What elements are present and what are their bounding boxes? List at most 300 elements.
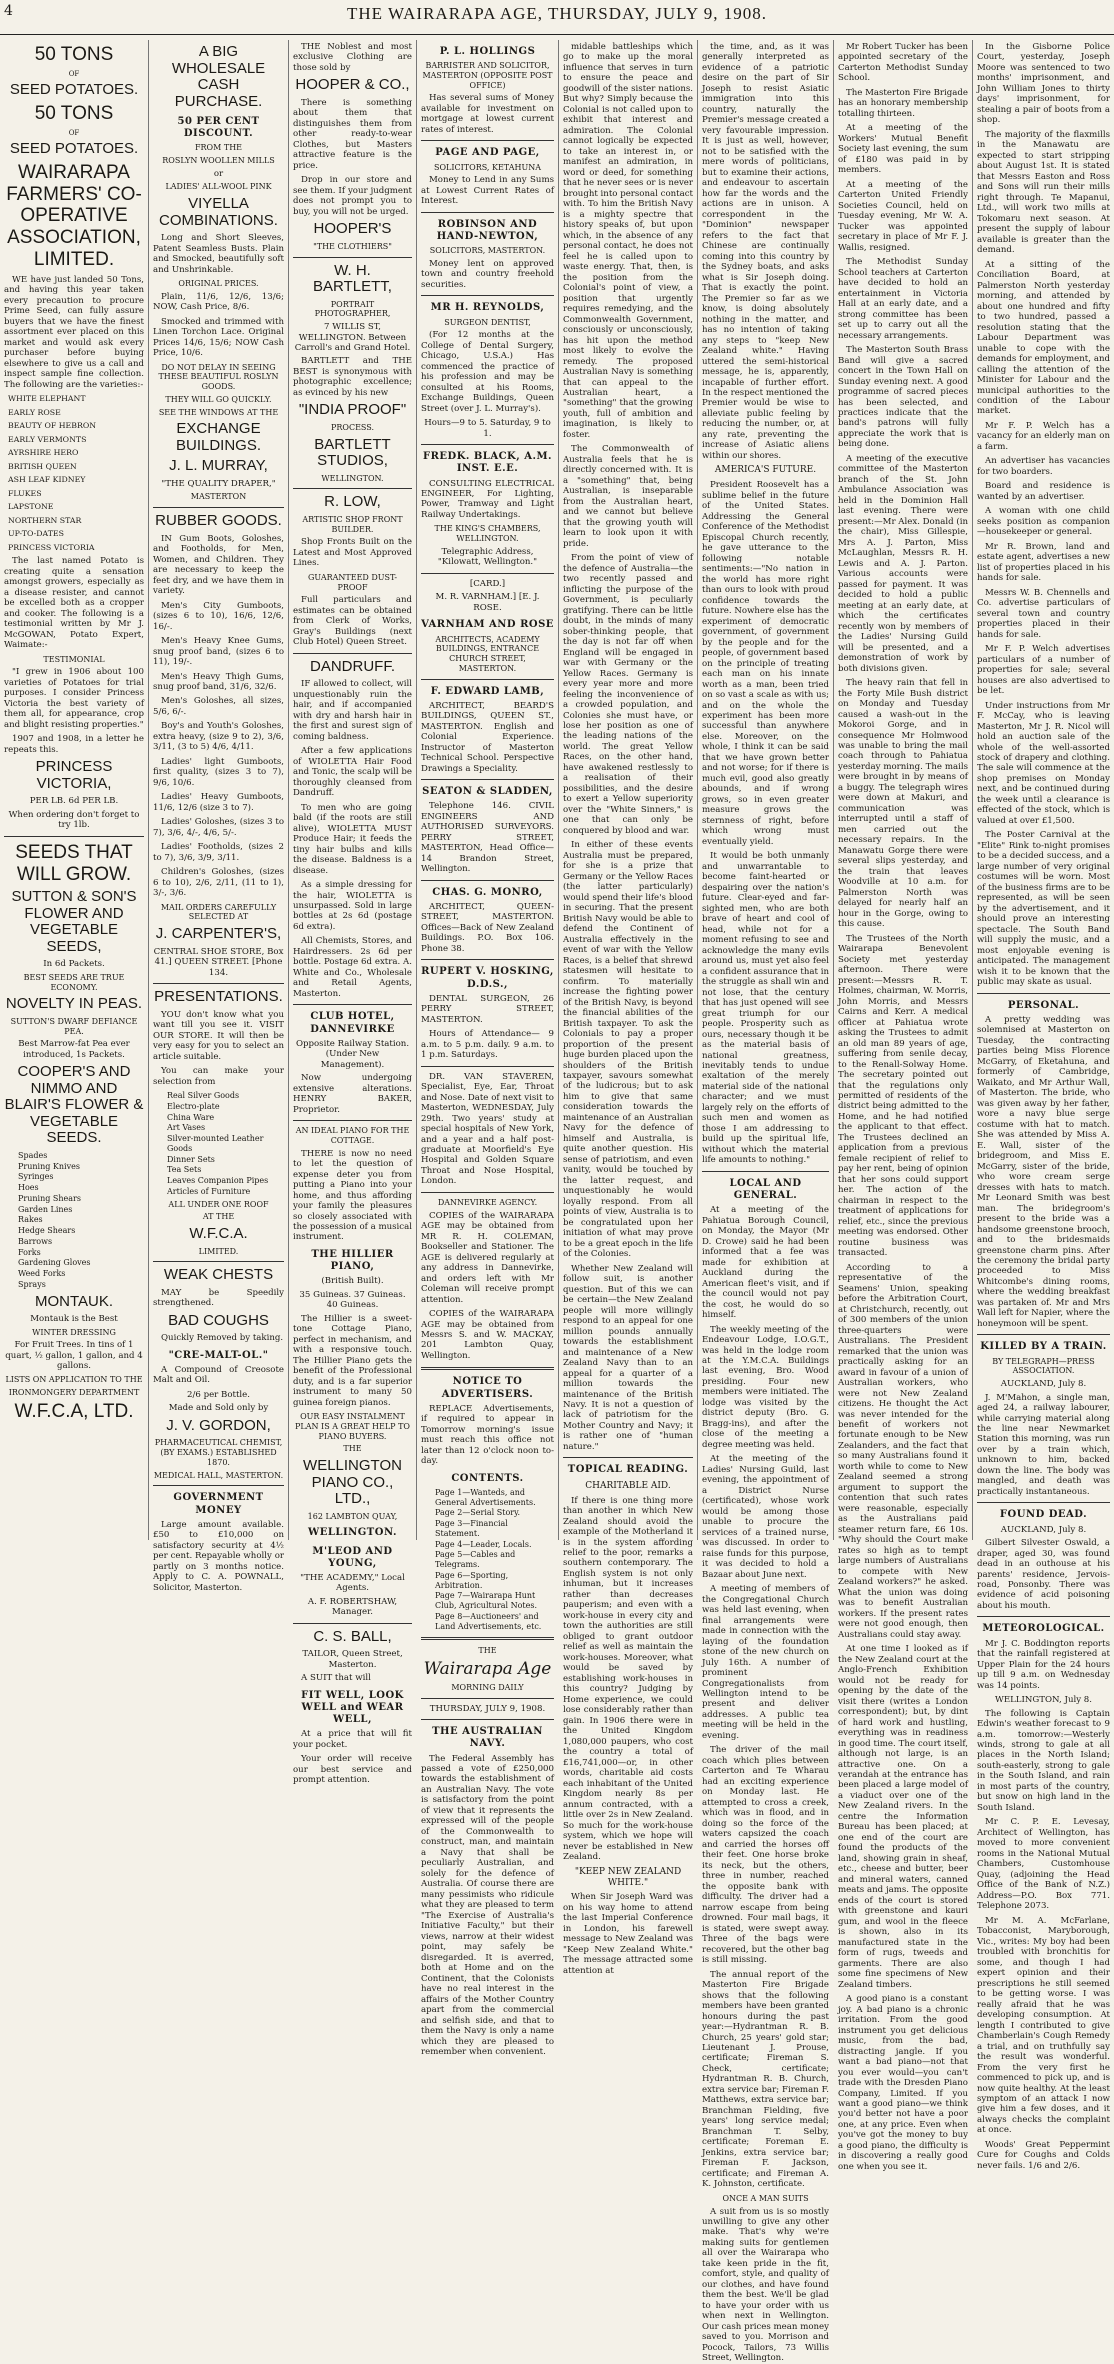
- section-heading: THE AUSTRALIAN NAVY.: [432, 1726, 543, 1750]
- ad-sub: LADIES' ALL-WOOL PINK: [165, 182, 272, 192]
- list-item: Page 3—Financial Statement.: [435, 1519, 508, 1538]
- ad-text: At a price that will fit your pocket.: [293, 1729, 412, 1750]
- article-text: Mr R. Brown, land and estate agent, advertises a new list of properties placed in his hands for sale.: [977, 541, 1110, 584]
- divider: [421, 444, 554, 445]
- divider: [421, 880, 554, 881]
- list-item: NORTHERN STAR: [8, 515, 82, 525]
- article-text: A suit from us is so mostly unwilling to give any other make. That's why we're making suits for gentlemen all over the Wairarapa who take keen pride in the fit, comfort, style, and quality of our clothes, and have found them the best. We'll be glad to have your order with us when next in Wellington. Our cash prices mean money saved to you. Morrison and Pocock, Tailors, 73 Willis Street, Wellington.: [702, 2206, 829, 2364]
- ad-sub: OUR EASY INSTALMENT PLAN IS A GREAT HELP TO PIANO BUYERS.: [295, 1412, 410, 1441]
- article-text: It would be both unmanly and unwarrantable to become faint-hearted or despairing over the nation's future. Clear-eyed and far-sighted men, who are both brave of heart and cool of head, while not for a moment refusing to see and acknowledge the many evils around us, must yet also feel a confident assurance that in the struggle as shall win and not lose, that the century that has just opened will see great triumph for our people. Prosperity such as ours, necessary though it be as the material basis of national greatness, inevitably tends to undue exaltation of the merely material side of the national character; and we must largely rely on the efforts of such men and women as those I am addressing to build up the spiritual life, without which the material life amounts to nothing.": [702, 851, 829, 1166]
- ad-sub: WELLINGTON.: [321, 473, 384, 483]
- divider: [421, 1367, 554, 1370]
- ad-heading: HOOPER & CO.,: [295, 76, 410, 94]
- ad-text: MAY be Speedily strengthened.: [153, 1287, 284, 1309]
- divider: [293, 1120, 412, 1121]
- ad-sub: VARNHAM AND ROSE: [421, 619, 554, 631]
- ad-text: CENTRAL SHOE STORE, Box 41.] QUEEN STREET. [Phone 134.: [153, 946, 284, 978]
- list-item: Real Silver Goods: [167, 1091, 240, 1101]
- article-text: At a sitting of the Conciliation Board, at Palmerston North yesterday morning, and attended by about one hundred and fifty to two hundred, passed a resolution stating that the Labour Department was unable to cope with the demands for employment, and calling the attention of the Minister for Labour and the municipal authorities to the condition of the Labour market.: [977, 259, 1110, 417]
- divider: [977, 1616, 1110, 1617]
- article-text: The Commonwealth of Australia feels that he is directly concerned with. It is a "something" that, being Australian, is inseparable from the Australian heart, and we cannot but believe that the growing youth will learn to look upon it with pride.: [563, 444, 693, 549]
- divider: [421, 779, 554, 780]
- ad-heading: MONTAUK.: [34, 1292, 114, 1310]
- list-item: FLUKES: [8, 488, 42, 498]
- ad-heading: W.F.C.A, LTD.: [14, 1401, 134, 1423]
- section-heading: METEOROLOGICAL.: [982, 1623, 1105, 1635]
- ad-heading: RUBBER GOODS.: [155, 512, 282, 530]
- ad-sub: PAGE AND PAGE,: [435, 147, 540, 159]
- ad-heading: C. S. BALL,: [313, 1627, 392, 1645]
- ad-heading: J. L. MURRAY,: [169, 457, 268, 475]
- article-text: The Poster Carnival at the "Elite" Rink to-night promises to be a decided success, and a large number of very original costumes will be worn. Most of the business firms are to be represented, as will be seen by the advertisement, and it should prove an interesting spectacle. The South Band will supply the music, and a most enjoyable evening is anticipated. The management wish it to be known that the public may skate as usual.: [977, 830, 1110, 988]
- article-text: According to a representative of the Seamens' Union, speaking before the Arbitration Court, at Christchurch, recently, out of 300 members of the union three-quarters were Australians. The President remarked that the union was practically asking for an award in favour of a union of Australian workers, who were not New Zealand citizens. He thought the Act was never intended for the benefit of workers not fortunate enough to be New Zealanders, and the fact that so many Australians found it worth while to come to New Zealand seemed a strong argument to support the contention that such rates were reasonable, especially as the Australians paid steamer return fare, £6 10s. "Why should the Court make rates so high as to tempt large numbers of Australians to compete with New Zealand workers?" he asked. What the union was doing was to benefit Australian workers. If the present rates were not good enough, then Australians could stay away.: [838, 1262, 968, 1640]
- ad-sub: PORTRAIT PHOTOGRAPHER,: [314, 299, 391, 319]
- article-text: At a meeting of the Carterton United Friendly Societies Council, held on Tuesday evening, Mr W. A. Tucker was appointed secretary in place of Mr F. J. Wallis, resigned.: [838, 179, 968, 253]
- ad-text: REPLACE Advertisements, if required to appear in Tomorrow morning's issue must reach this office not later than 12 o'clock noon to-day.: [421, 1403, 554, 1467]
- ad-sub: 50 PER CENT DISCOUNT.: [177, 116, 260, 140]
- ad-text: Long and Short Sleeves, Patent Seamless Busts. Plain and Smocked, beautifully soft and Unshrinkable.: [153, 233, 284, 275]
- ad-heading: J. V. GORDON,: [166, 1416, 271, 1434]
- dateline: AUCKLAND, July 8.: [1000, 1524, 1087, 1535]
- column-4: [416, 40, 558, 2058]
- list-item: EARLY ROSE: [8, 407, 61, 417]
- divider: [702, 1171, 829, 1172]
- list-item: Sprays: [18, 1279, 46, 1289]
- divider: [153, 507, 284, 508]
- ad-text: Best Marrow-fat Pea ever introduced, 1s Packets.: [18, 1039, 130, 1060]
- ad-text: ARCHITECT, BEARD'S BUILDINGS, QUEEN ST., MASTERTON. English and Colonial Experience. Instructor of Masterton Technical School. Perspective Drawings a Speciality.: [421, 700, 554, 774]
- ad-text: Ladies' Goloshes, (sizes 3 to 7), 3/6, 4/-, 4/6, 5/-.: [153, 817, 284, 838]
- article-text: The annual report of the Masterton Fire Brigade shows that the following members have been granted honours during the past year:—Hydrantman R. B. Church, 25 years' gold star; Lieutenant J. Prouse, certificate; Fireman S. Check, certificate; Hydrantman R. B. Church, extra service bar; Fireman F. Matthews, extra service bar; Branchman Fielding, five years' long service medal; Branchman T. Selby, certificate; Foreman E. Jenkins, extra service bar; Fireman F. Jackson, certificate; and Fireman A. K. Johnston, certificate.: [702, 1969, 829, 2190]
- article-text: At the meeting of the Ladies' Nursing Guild, last evening, the appointment of a District Nurse (certificated), whose work would be among those unable to procure the services of a trained nurse, was discussed. In order to raise funds for this purpose, it was decided to hold a Bazaar about June next.: [702, 1454, 829, 1580]
- list-item: AYRSHIRE HERO: [8, 448, 79, 458]
- article-text: Board and residence is wanted by an advertiser.: [977, 481, 1110, 502]
- ad-text: Men's Heavy Knee Gums, snug proof band, (sizes 6 to 11), 19/-.: [153, 636, 284, 668]
- ad-text: There is something about them that distinguishes them from other ready-to-wear Clothes, but Masters attractive feature is the price.: [293, 97, 412, 171]
- ad-sub: DANNEVIRKE AGENCY.: [437, 1197, 538, 1207]
- ad-sub: F. EDWARD LAMB,: [430, 685, 545, 697]
- divider: [153, 1485, 284, 1486]
- article-text: From the point of view of the defence of Australia—the two recently passed and inflicting the purpose of the Government, is peculiarly gratifying. There can be little doubt, in the minds of many sober-thinking people, that the day is not far off when England will be engaged in war with Germany or the Yellow Races. Germany is every year more and more feeling the inconvenience of a crowded population, and Colonies she must have, or lose her position as one of the leading nations of the world. The great Yellow Races, on the other hand, have awakened restlessly to a realisation of their possibilities, and the desire to exert a Yellow superiority over the "White Sinners," is one that can only be conquered by blood and war.: [563, 553, 693, 836]
- ad-sub: SURGEON DENTIST,: [444, 317, 531, 327]
- list-item: LAPSTONE: [8, 502, 54, 512]
- ad-text: Your order will receive our best service and prompt attention.: [293, 1754, 412, 1786]
- article-text: The Methodist Sunday School teachers at Carterton have decided to hold an entertainment in Victoria Hall at an early date, and a strong committee has been set up to carry out all the necessary arrangements.: [838, 257, 968, 341]
- ad-text: COPIES of the WAIRARAPA AGE may be obtained from Messrs S. and W. MACKAY, 201 Lambton Quay, Wellington.: [421, 1309, 554, 1361]
- section-heading: NOTICE TO ADVERTISERS.: [441, 1376, 534, 1400]
- article-text: A good piano is a constant joy. A bad piano is a chronic irritation. From the good instrument you get delicious music, from the bad, distracting jangle. If you want a bad piano—not that you ever would—you can't trade with the Dresden Piano Company, Limited. If you want a good piano—we think you'd better not have a poor one, at any price. Even when you've got the money to buy a good piano, the difficulty is in discovering a really good one when you see it.: [838, 1994, 968, 2172]
- ad-text: Hours—9 to 5. Saturday, 9 to 1.: [424, 418, 551, 439]
- ad-text: All Chemists, Stores, and Hairdressers. 2s 6d per bottle. Postage 6d extra. A. White and Co., Wholesale and Retail Agents, Masterton.: [293, 936, 412, 999]
- list-item: UP-TO-DATES: [8, 529, 64, 539]
- column-3: [288, 40, 416, 1786]
- ad-heading: SEED POTATOES.: [9, 140, 139, 158]
- ad-text: BARTLETT and THE BEST is synonymous with photographic excellence; as evinced by his new: [293, 356, 412, 398]
- ad-heading: A BIG WHOLESALE CASH PURCHASE.: [171, 43, 266, 110]
- ad-sub: OF: [68, 69, 80, 78]
- page-number: 4: [4, 3, 13, 19]
- section-heading: FOUND DEAD.: [999, 1509, 1088, 1521]
- list-item: EARLY VERMONTS: [8, 434, 87, 444]
- ad-heading: R. LOW,: [324, 493, 381, 511]
- ad-sub: LISTS ON APPLICATION TO THE: [5, 1374, 143, 1384]
- ad-heading: PRINCESS VICTORIA,: [35, 758, 113, 792]
- divider: [293, 1004, 412, 1005]
- ad-sub: MORNING DAILY: [451, 1682, 524, 1692]
- ad-text: Has several sums of Money available for investment on mortgage at lowest current rates of interest.: [421, 93, 554, 135]
- dateline: AUCKLAND, July 8.: [1000, 1379, 1087, 1390]
- column-7: [833, 40, 972, 2172]
- list-item: Page 4—Leader, Locals.: [435, 1539, 532, 1549]
- price-line: PER LB. 6d PER LB.: [29, 796, 119, 807]
- divider: [421, 140, 554, 141]
- ad-text: In 6d Packets.: [43, 959, 105, 970]
- ad-heading: J. CARPENTER'S,: [155, 925, 282, 943]
- list-item: WHITE ELEPHANT: [8, 394, 86, 404]
- ad-heading: "INDIA PROOF": [298, 401, 407, 419]
- tools-list: [4, 1151, 144, 1290]
- ad-heading: COOPER'S AND NIMMO AND BLAIR'S FLOWER & VEGETABLE SEEDS.: [4, 1063, 144, 1147]
- ad-sub: MEDICAL HALL, MASTERTON.: [153, 1470, 284, 1480]
- ad-sub: THEY WILL GO QUICKLY.: [165, 394, 272, 404]
- ad-text: (British Built).: [321, 1276, 384, 1287]
- ad-sub: "CRE-MALT-OL.": [168, 1349, 269, 1361]
- list-item: Barrows: [18, 1236, 53, 1246]
- ad-sub: 162 LAMBTON QUAY,: [307, 1511, 398, 1521]
- list-item: Page 2—Serial Story.: [435, 1508, 521, 1518]
- ad-heading: BAD COUGHS: [168, 1311, 269, 1329]
- list-item: China Ware: [167, 1112, 215, 1122]
- ad-sub: FIT WELL, LOOK WELL and WEAR WELL,: [301, 1689, 404, 1726]
- section-heading: KILLED BY A TRAIN.: [980, 1341, 1107, 1353]
- ad-text: Telephone 146. CIVIL ENGINEERS AND AUTHORISED SURVEYORS. PERRY STREET, MASTERTON, Head Office— 14 Brandon Street, Wellington.: [421, 801, 554, 875]
- divider: [293, 488, 412, 489]
- article-text: At one time I looked as if the New Zealand court at the Anglo-French Exhibition would not be ready for opening by the date of the visit there (writes a London correspondent); but, by dint of hard work and hustling, everything was in readiness in good time. The court itself, although not large, is an attractive one. On a verandah at the entrance has been placed a large model of a viaduct over one of the New Zealand rivers. In the centre the Information Bureau has been placed; at one end of the court are found the products of the land, showing grain in sheaf, etc., cheese and butter, beer and mineral waters, canned meats and jams. The opposite ends of the court is stored with greenstone and kauri gum, and wool in the fleece is shown, also in its manufactured state in the form of rugs, tweeds and garments. There are also some fine specimens of New Zealand timbers.: [838, 1644, 968, 1990]
- list-item: Page 1—Wanteds, and General Advertisements.: [435, 1487, 536, 1507]
- ad-sub: DO NOT DELAY IN SEEING THESE BEAUTIFUL ROSLYN GOODS.: [158, 362, 279, 392]
- ad-text: COPIES of the WAIRARAPA AGE may be obtained from MR R. H. COLEMAN, Bookseller and Stationer. The AGE is delivered regularly at any address in Dannevirke, and orders left with Mr Coleman will receive prompt attention.: [421, 1210, 554, 1305]
- divider: [293, 653, 412, 654]
- ad-text: A Compound of Creosote Malt and Oil.: [153, 1364, 284, 1386]
- article-text: The Federal Assembly has passed a vote of £250,000 towards the establishment of an Australian Navy. The vote is satisfactory from the point of view that it represents the expressed will of the people of the Commonwealth to construct, man, and maintain a Navy that shall be peculiarly Australian, and solely for the defence of Australia. Of course there are many pessimists who ridicule what they are pleased to term "The Exercise of Australia's Initiative Faculty," but their views, narrow at their widest point, may safely be disregarded. It is averred, both at Home and on the Continent, that the Colonists have no real interest in the affairs of the Mother Country apart from the commercial and selfish side, and that to them the Navy is only a name which they are pleased to remember when convenient.: [421, 1753, 554, 2058]
- article-text: The driver of the mail coach which plies between Carterton and Te Wharau had an exciting experience on Monday last. He attempted to cross a creek, which was in flood, and in doing so the force of the waters capsized the coach and carried the horses off their feet. One horse broke its neck, but the others, three in number, reached the opposite bank with difficulty. The driver had a narrow escape from being drowned. Four mail bags, it is stated, were swept away. Three of the bags were recovered, but the other bag is still missing.: [702, 1745, 829, 1966]
- article-text: A pretty wedding was solemnised at Masterton on Tuesday, the contracting parties being Miss Florence McGarry, of Eketahuna, and formerly of Cambridge, Waikato, and Mr Arthur Wall, of Masterton. The bride, who was given away by her father, wore a navy blue serge costume with hat to match. She was attended by Miss A. E. Wall, sister of the bridegroom, and Miss E. McGarry, sister of the bride, who wore cream serge dresses with hats to match. Mr Leonard Smith was best man. The bridegroom's present to the bride was a handsome greenstone brooch, and to the bridesmaids greenstone charm pins. After the ceremony the bridal party proceeded to Miss Whitcombe's dining rooms, where the wedding breakfast was partaken of. Mr and Mrs Wall left for Napier, where the honeymoon will be spent.: [977, 1014, 1110, 1329]
- divider: [421, 1066, 554, 1067]
- article-text: The following is Captain Edwin's weather forecast to 9 a.m. tomorrow:—Westerly winds, strong to gale at all places in the North Island; south-easterly, strong to gale in the South Island, and rain in most parts of the country, but snow on high land in the South Island.: [977, 1708, 1110, 1813]
- ad-sub: MAIL ORDERS CAREFULLY SELECTED AT: [160, 902, 277, 922]
- article-text: A meeting of the executive committee of the Masterton branch of the St. John Ambulance Association was held in the Dominion Hall last evening. There were present:—Mr Alex. Donald (in the chair), Miss Gillespie, Mrs A. J. Parton, Miss McLaughlan, Messrs R. H. Lewis and A. J. Parton. Various accounts were passed for payment. It was decided to hold a public meeting at an early date, at which the certificates recently won by members of the Ladies' Nursing Guild will be presented, and a demonstration of work by both divisions given.: [838, 453, 968, 674]
- article-text: A woman with one child seeks position as companion—housekeeper or general.: [977, 506, 1110, 538]
- ad-text: THERE is now no need to let the question of expense deter you from putting a Piano into your home, and thus affording your family the pleasures so closely associated with the possession of a musical instrument.: [293, 1148, 412, 1243]
- ad-text: Plain, 11/6, 12/6, 13/6; NOW, Cash Price, 8/6.: [153, 291, 284, 313]
- article-text: The Masterton South Brass Band will give a sacred concert in the Town Hall on Sunday evening next. A good programme of sacred pieces has been selected, and practices indicate that the band's patrons will fully appreciate the work that is being done.: [838, 345, 968, 450]
- list-item: Page 8—Auctioneers' and Land Advertisements, etc.: [435, 1611, 542, 1631]
- ad-sub: RUPERT V. HOSKING, D.D.S.,: [421, 966, 554, 990]
- ad-sub: AN IDEAL PIANO FOR THE COTTAGE.: [295, 1126, 410, 1145]
- article-text: Mr F. P. Welch has a vacancy for an elderly man on a farm.: [977, 420, 1110, 452]
- article-text: Under instructions from Mr F. McCay, who is leaving Masterton, Mr J. R. Nicol will hold an auction sale of the whole of the well-assorted stock of drapery and clothing. The sale will commence at the shop premises on Monday next, and be continued during the week until a clearance is effected of the stock, which is valued at over £1,500.: [977, 700, 1110, 826]
- ad-text: Telegraphic Address, "Kilowatt, Wellington.": [437, 546, 538, 568]
- list-item: Art Vases: [167, 1123, 206, 1133]
- ad-text: IN Gum Boots, Goloshes, and Footholds, for Men, Women, and Children. They are necessary to keep the feet dry, and we have them in variety.: [153, 533, 284, 597]
- ad-heading: WAIRARAPA FARMERS' CO-OPERATIVE ASSOCIATION, LIMITED.: [6, 161, 142, 271]
- ad-text: Ladies' light Gumboots, first quality, (sizes 3 to 7), 9/6, 10/6.: [153, 756, 284, 788]
- list-item: Hedge Shears: [18, 1226, 76, 1236]
- ad-sub: TESTIMONIAL: [43, 654, 105, 664]
- ad-text: 1907 and 1908, in a letter he repeats this.: [4, 734, 144, 755]
- ad-sub: ARCHITECTS, ACADEMY BUILDINGS, ENTRANCE CHURCH STREET, MASTERTON.: [435, 634, 540, 673]
- ad-sub: SUTTON'S DWARF DEFIANCE PEA.: [10, 1016, 138, 1036]
- list-item: Page 5—Cables and Telegrams.: [435, 1550, 516, 1570]
- ad-text: To men who are going bald (if the roots are still alive), WIOLETTA MUST Produce Hair; it feeds the tiny hair bulbs and kills the disease. Baldness is a disease.: [293, 802, 412, 876]
- ad-text: DR. VAN STAVEREN, Specialist, Eye, Ear, Throat and Nose. Date of next visit to Masterton, WEDNESDAY, July 29th. Two years' study at special hospitals of New York, and a year and a half post-graduate at Moorfield's Eye Hospital and Golden Square Throat and Nose Hospital, London.: [421, 1071, 554, 1187]
- list-item: Weed Forks: [18, 1269, 66, 1279]
- article-text: A meeting of members of the Congregational Church was held last evening, when final arrangements were made in connection with the laying of the foundation stone of the new church on July 16th. A number of prominent Congregationalists from Wellington intend to be present and deliver addresses. A public tea meeting will be held in the evening.: [702, 1584, 829, 1741]
- divider: [153, 1261, 284, 1262]
- ad-sub: CHAS. G. MONRO,: [432, 886, 543, 898]
- ad-text: Drop in our store and see them. If your judgment does not prompt you to buy, you will not be urged.: [293, 175, 412, 217]
- list-item: Forks: [18, 1247, 41, 1257]
- ad-sub: WELLINGTON.: [308, 1527, 397, 1539]
- ad-sub: THE: [478, 1646, 497, 1656]
- ad-text: M. R. VARNHAM.] [E. J. ROSE.: [435, 592, 540, 613]
- ad-text: "THE QUALITY DRAPER,": [161, 478, 276, 489]
- ad-text: Full particulars and estimates can be obtained from Clerk of Works, Gray's Buildings (next Club Hotel) Queen Street.: [293, 595, 412, 648]
- list-item: BRITISH QUEEN: [8, 461, 77, 471]
- column-2: [148, 40, 288, 1593]
- ad-text: A. F. ROBERTSHAW, Manager.: [307, 1596, 398, 1618]
- ad-sub: SOLICITORS, MASTERTON.: [429, 246, 546, 256]
- ad-sub: SEE THE WINDOWS AT THE: [158, 407, 279, 417]
- list-item: Electro-plate: [167, 1101, 220, 1111]
- ad-sub: THE: [343, 1444, 362, 1454]
- page-header: [0, 0, 1114, 35]
- ad-text: 7 WILLIS ST, WELLINGTON. Between Carroll's and Grand Hotel.: [294, 322, 411, 353]
- ad-text: TAILOR, Queen Street, Masterton.: [302, 1649, 403, 1670]
- divider: [4, 836, 144, 837]
- divider: [421, 959, 554, 960]
- section-subheading: "KEEP NEW ZEALAND WHITE.": [574, 1866, 682, 1888]
- article-text: An advertiser has vacancies for two boarders.: [977, 456, 1110, 477]
- ad-text: "I grew in 1906 about 100 varieties of Potatoes for trial purposes. I consider Princess Victoria the best variety of them all, for appearance, crop and blight resisting properties.": [4, 667, 144, 730]
- article-text: President Roosevelt has a sublime belief in the future of the United States. Addressing the General Conference of the Methodist Episcopal Church recently, he gave utterance to the following notable sentiments:—"No nation in the world has more right than ours to look with proud confidence towards the future. Nowhere else has the experiment of democratic government, of government by the people and for the people, of government based on the principle of treating each man on his innate worth as a man, been tried on so vast a scale as with us; and on the whole the experiment has been more successful than anywhere else. Moreover, on the whole, I think it can be said that we have grown better and not worse; for if there is much evil, good also greatly abounds, and if wrong grows, so in even greater measure grows the sternness of right, before which wrong must eventually yield.: [702, 480, 829, 847]
- section-heading: LOCAL AND GENERAL.: [729, 1177, 802, 1202]
- ad-sub: SEATON & SLADDEN,: [422, 786, 553, 798]
- ad-heading: 50 TONS: [34, 44, 114, 65]
- list-item: Page 6—Sporting, Arbitration.: [435, 1570, 509, 1590]
- list-item: Syringes: [18, 1172, 54, 1182]
- ad-sub: AT THE: [202, 1212, 235, 1222]
- ad-heading: SEEDS THAT WILL GROW.: [15, 841, 133, 885]
- article-text: The Masterton Fire Brigade has an honorary membership totalling thirteen.: [838, 87, 968, 119]
- dateline: WELLINGTON, July 8.: [994, 1695, 1093, 1706]
- column-6: [697, 40, 833, 2364]
- ad-text: For Fruit Trees. In tins of 1 quart, ½ gallon, 1 gallon, and 4 gallons.: [5, 1340, 143, 1372]
- newspaper-nameplate: Wairarapa Age: [423, 1659, 552, 1680]
- divider: [421, 573, 554, 574]
- list-item: PRINCESS VICTORIA: [8, 542, 95, 552]
- section-subheading: CHARITABLE AID.: [585, 1480, 671, 1491]
- ad-sub: IRONMONGERY DEPARTMENT: [8, 1387, 140, 1397]
- article-text: The majority of the flaxmills in the Manawatu are expected to start stripping about August 1st. It is stated that Messrs Easton and Ross and Sons will run their mills right through. Te Mapanui, Ltd., will work two mills at Tokomaru next season. At present the supply of labour available is greater than the demand.: [977, 129, 1110, 256]
- ad-text: Hours of Attendance— 9 a.m. to 5 p.m. daily. 9 a.m. to 1 p.m. Saturdays.: [421, 1029, 554, 1061]
- article-text: Mr Robert Tucker has been appointed secretary of the Carterton Methodist Sunday School.: [838, 42, 968, 84]
- article-text: The Trustees of the North Wairarapa Benevolent Society met yesterday afternoon. There were present:—Messrs R. T. Holmes, chairman, W. Morris, John Morris, and Messrs Cairns and Kerr. A medical officer at Pahiatua wrote asking the Trustees to admit an old man 89 years of age, suffering from senile decay, to the Renall-Solway Home. The secretary pointed out that the regulations only permitted of residents of the district being admitted to the Home, and he had notified the applicant to that effect. The Trustees declined an application from a previous female recipient of relief to pay her rent, being of opinion that her sons could support her. The action of the chairman in respect to the treatment of applications for relief, etc., since the previous meeting was endorsed. Other routine business was transacted.: [838, 933, 968, 1259]
- contents-list: [421, 1488, 554, 1632]
- article-text: Whether New Zealand will follow suit, is another question. But of this we can be certain—the New Zealand people will more willingly respond to an appeal for one million pounds annually towards the establishment and maintenance of a New Zealand Navy than to an appeal for a quarter of a million towards the maintenance of the British Navy. It is not a question of lack of patriotism for the Mother Country and Navy; it is rather one of "human nature.": [563, 1263, 693, 1452]
- section-heading: TOPICAL READING.: [567, 1464, 689, 1476]
- ad-text: Made and Sold only by: [168, 1403, 269, 1414]
- ad-text: (For 12 months at the College of Dental Surgery, Chicago, U.S.A.) Has commenced the practice of his profession and may be consulted at his Rooms, Exchange Buildings, Queen Street (over J. L. Murray's).: [421, 330, 554, 414]
- article-text: Mr F. P. Welch advertises particulars of a number of properties for sale; several houses are also advertised to be let.: [977, 644, 1110, 697]
- ad-sub: LIMITED.: [198, 1246, 239, 1256]
- ad-text: After a few applications of WIOLETTA Hair Food and Tonic, the scalp will be thoroughly cleansed from Dandruff.: [293, 746, 412, 799]
- ad-text: Men's Goloshes, all sizes, 5/6, 6/-.: [153, 696, 284, 717]
- ad-sub: ARTISTIC SHOP FRONT BUILDER.: [302, 514, 403, 534]
- divider: [421, 1698, 554, 1699]
- divider: [421, 212, 554, 213]
- ad-text: 2/6 per Bottle.: [187, 1389, 250, 1400]
- section-heading: CONTENTS.: [451, 1472, 524, 1484]
- article-text: At a meeting of the Workers' Mutual Benefit Society last evening, the sum of £180 was paid in by members.: [838, 123, 968, 176]
- ad-heading: SEED POTATOES.: [9, 81, 139, 99]
- ad-text: Large amount available. £50 to £10,000 on satisfactory security at 4½ per cent. Repayable wholly or partly on 3 months notice. Apply to C. A. POWNALL, Solicitor, Masterton.: [153, 1519, 284, 1593]
- ad-heading: PRESENTATIONS.: [154, 988, 283, 1006]
- column-8: [972, 40, 1114, 2171]
- ad-text: DENTAL SURGEON, 26 PERRY STREET, MASTERTON.: [421, 993, 554, 1025]
- article-text: the time, and, as it was generally interpreted as evidence of a patriotic desire on the part of Sir Joseph to resist Asiatic immigration into this country, naturally the Premier's message created a very favourable impression. It is just as well, however, not to be satisfied with the mere words of politicians, but to examine their actions, and endeavour to ascertain how far the words and the actions are in unison. A correspondent in the "Dominion" newspaper refers to the fact that Chinese are continually coming into this country by the Sydney boats, and asks what is Sir Joseph doing. That is exactly the point. The Premier so far as we know, is doing absolutely nothing in the matter, and has no intention of taking any steps to "keep New Zealand white." Having uttered the semi-historical message, he is, apparently, incapable of further effort. In the respect mentioned the Premier would be wise to alleviate public feeling by reducing the number, or, at any rate, preventing the increase of Asiatic aliens within our shores.: [702, 42, 829, 461]
- section-subheading: ONCE A MAN SUITS: [722, 2193, 809, 2203]
- column-5: [558, 40, 697, 1976]
- ad-text: Smocked and trimmed with Linen Torchon Lace. Original Prices 14/6, 15/6; NOW Cash Price, 10/6.: [153, 316, 284, 359]
- ad-sub: WINTER DRESSING: [32, 1327, 116, 1337]
- variety-list: [4, 394, 144, 552]
- list-item: Garden Lines: [18, 1204, 73, 1214]
- ad-heading: SUTTON & SON'S FLOWER AND VEGETABLE SEEDS,: [11, 888, 137, 955]
- ad-sub: THE HILLIER PIANO,: [311, 1248, 394, 1273]
- list-item: Spades: [18, 1150, 48, 1160]
- article-text: Mr J. C. Boddington reports that the rainfall registered at Upper Plain for the 24 hours up till 9 a.m. on Wednesday was 14 points.: [977, 1638, 1110, 1691]
- ad-sub: PHARMACEUTICAL CHEMIST, (BY EXAMS.) ESTABLISHED 1870.: [154, 1438, 283, 1467]
- article-text: Mr M. A. McFarlane, Tobacconist, Maryborough, Vic., writes: My boy had been troubled with bronchitis for some, and though I had expert opinion and their prescriptions he still seemed to be getting worse. I was really afraid that he was developing consumption. At length I contributed to give Chamberlain's Cough Remedy a trial, and on truthfully say the result was wonderful. From the very first he commenced to pick up, and is now quite healthy. At the least symptom of an attack I now give him a few doses, and it always checks the complaint at once.: [977, 1915, 1110, 2136]
- ad-text: Children's Goloshes, (sizes 6 to 10), 2/6, 2/11, (11 to 1), 3/-, 3/6.: [153, 867, 284, 899]
- divider: [563, 1457, 693, 1458]
- divider: [977, 993, 1110, 994]
- ad-heading: W. H. BARTLETT,: [313, 261, 392, 296]
- issue-date: THURSDAY, JULY 9, 1908.: [429, 1703, 546, 1714]
- ad-sub: ORIGINAL PRICES.: [178, 279, 259, 289]
- article-text: The heavy rain that fell in the Forty Mile Bush district on Monday and Tuesday caused a wash-out in the Mokoroi Gorge, and in consequence Mr Holmwood was unable to bring the mail coach through to Pahiatua yesterday morning. The mails were brought in by means of a buggy. The telegraph wires were down at Makuri, and communication was interrupted until a staff of men carried out the necessary repairs. In the Manawatu Gorge there were several slips yesterday, and the train that leaves Woodville at 10 a.m. for Palmerston North was delayed for nearly half an hour in the Gorge, owing to this cause.: [838, 678, 968, 930]
- article-text: Messrs W. B. Chennells and Co. advertise particulars of several town and country properties placed in their hands for sale.: [977, 587, 1110, 640]
- list-item: Leaves Companion Pipes: [167, 1176, 269, 1186]
- ad-sub: ROBINSON AND HAND-NEWTON,: [436, 218, 539, 242]
- ad-text: ARCHITECT, QUEEN-STREET, MASTERTON. Offices—Back of New Zealand Buildings. P.O. Box 106. Phone 38.: [421, 901, 554, 954]
- divider: [421, 1719, 554, 1720]
- list-item: Gardening Gloves: [18, 1258, 91, 1268]
- list-item: BEAUTY OF HEBRON: [8, 421, 97, 431]
- divider: [421, 679, 554, 680]
- divider: [293, 1623, 412, 1624]
- ad-sub: MASTERTON: [190, 492, 247, 502]
- list-item: Hoes: [18, 1183, 39, 1193]
- ad-sub: THE KING'S CHAMBERS, WELLINGTON.: [434, 524, 541, 544]
- newspaper-title: THE WAIRARAPA AGE, THURSDAY, JULY 9, 1908.: [346, 4, 768, 23]
- ad-text: Boy's and Youth's Goloshes, extra heavy, (size 9 to 2), 3/6, 3/11, (3 to 5) 4/6, 4/11.: [153, 721, 284, 753]
- ad-text: Montauk is the Best: [30, 1314, 118, 1325]
- article-text: When Sir Joseph Ward was on his way home to attend the last Imperial Conference in London, his farewell message to New Zealand was "Keep New Zealand White." The message attracted some attention at: [563, 1892, 693, 1976]
- divider: [977, 1334, 1110, 1335]
- ad-text: You can make your selection from: [153, 1066, 284, 1087]
- ad-sub: ALL UNDER ONE ROOF: [168, 1199, 269, 1209]
- ad-sub: GOVERNMENT MONEY: [173, 1492, 264, 1516]
- ad-sub: SOLICITORS, KETAHUNA: [434, 162, 541, 172]
- ad-heading: WELLINGTON PIANO CO., LTD.,: [303, 1457, 402, 1508]
- ad-text: Quickly Removed by taking.: [161, 1333, 284, 1344]
- list-item: Tea Sets: [167, 1165, 202, 1175]
- ad-sub: "THE CLOTHIERS": [313, 241, 392, 251]
- list-item: Silver-mounted Leather Goods: [167, 1134, 264, 1153]
- divider: [421, 1637, 554, 1640]
- divider: [293, 257, 412, 258]
- ad-heading: HOOPER'S: [313, 220, 392, 238]
- ad-sub: FREDK. BLACK, A.M. INST. E.E.: [422, 451, 552, 475]
- article-text: midable battleships which go to make up the moral influence that serves in turn to ensure the peace and goodwill of the sister nations. But why? Simply because the Colonial is not called upon to exhibit that interest and admiration. The Colonial cannot logically be expected to take an interest in, or manifest an admiration, in word or deed, for something that he never sees or is never brought into personal contact with. To him the British Navy is a mighty spectre that history speaks of, but upon which, in the absence of any personal contact, he does not feel he is called upon to waste energy. That, then, is the position from the Colonial's point of view, a position that urgently requires remedying, and the Commonwealth Government, consciously or unconsciously, has hit upon the method most likely to evolve the remedy. The proposed Australian Navy is something that can appeal to the Australian heart, a "something" that the growing youth, full of ambition and imagination, is likely to foster.: [563, 42, 693, 440]
- ad-text: Ladies' Heavy Gumboots, 11/6, 12/6 (size 3 to 7).: [153, 792, 284, 813]
- ad-sub: FROM THE: [194, 143, 243, 153]
- ad-heading: BARTLETT STUDIOS,: [314, 435, 391, 470]
- list-item: Page 7—Wairarapa Hunt Club, Agricultural Notes.: [435, 1591, 537, 1611]
- ad-sub: M'LEOD AND YOUNG,: [312, 1545, 393, 1569]
- ad-text: Money to Lend in any Sums at Lowest Current Rates of Interest.: [421, 175, 554, 207]
- divider: [153, 983, 284, 984]
- ad-sub: BEST SEEDS ARE TRUE ECONOMY.: [23, 972, 125, 992]
- ad-text: Money lent on approved town and country freehold securities.: [421, 258, 554, 290]
- article-text: If there is one thing more than another in which New Zealand should avoid the example of the Motherland it is in the system affording relief to the poor, remarks a southern contemporary. The English system is not only inhuman, but it increases rather than decreases pauperism; and even with a work-house in every city and town the authorities are still obliged to grant outdoor relief as well as maintain the work-houses. Moreover, what would be saved by establishing work-houses in this country? Judging by Home experience, we could lose considerably rather than gain. In 1906 there were in the United Kingdom 1,080,000 paupers, who cost the country a total of £16,741,000—or, in other words, charitable aid costs each inhabitant of the United Kingdom nearly 8s per annum contracted, with a little over 2s in New Zealand. So much for the work-house system, which we hope will never be established in New Zealand.: [563, 1495, 693, 1863]
- ad-heading: NOVELTY IN PEAS.: [5, 995, 143, 1013]
- ad-text: 35 Guineas. 37 Guineas. 40 Guineas.: [299, 1289, 406, 1311]
- list-item: Articles of Furniture: [167, 1186, 251, 1196]
- ad-text: Ladies' Footholds, (sizes 2 to 7), 3/6, 3/9, 3/11.: [153, 842, 284, 863]
- ad-sub: CLUB HOTEL, DANNEVIRKE: [310, 1011, 395, 1035]
- article-text: The weekly meeting of the Endeavour Lodge, I.O.G.T., was held in the lodge room at the Y.M.C.A. Buildings last evening, Bro. Wood presiding. Four new members were initiated. The lodge was visited by the district deputy (Bro. G. Bragg-ins), and after the close of the meeting a degree meeting was held.: [702, 1324, 829, 1450]
- article-text: J. M'Mahon, a single man, aged 24, a railway labourer, while carrying material along the line near Newmarket Station this morning, was run over by a train which, unknown to him, backed down the line. The body was mangled, and death was practically instantaneous.: [977, 1392, 1110, 1497]
- ad-text: The Hillier is a sweet-tone Cottage Piano, perfect in mechanism, and with a responsive touch. The Hillier Piano gets the benefit of the Professional duty, and is a far superior instrument to many 50 guinea foreign pianos.: [293, 1313, 412, 1408]
- article-text: In the Gisborne Police Court, yesterday, Joseph Moore was sentenced to two months' imprisonment, and John William Jones to thirty days' imprisonment, for stealing a pair of boots from a shop.: [977, 42, 1110, 126]
- ad-heading: DANDRUFF.: [310, 657, 395, 675]
- ad-text: Now undergoing extensive alterations. HENRY BAKER, Proprietor.: [293, 1073, 412, 1115]
- dateline: BY TELEGRAPH—PRESS ASSOCIATION.: [992, 1356, 1095, 1376]
- divider: [421, 1192, 554, 1193]
- divider: [977, 1502, 1110, 1503]
- ad-text: or: [213, 168, 224, 179]
- ad-text: THE Noblest and most exclusive Clothing are those sold by: [293, 42, 412, 73]
- ad-sub: BARRISTER AND SOLICITOR, MASTERTON (OPPOSITE POST OFFICE): [422, 61, 553, 90]
- ad-text: YOU don't know what you want till you see it. VISIT OUR STORE. It will then be very easy for you to select an article suitable.: [153, 1009, 284, 1062]
- ad-text: [CARD.]: [469, 578, 506, 589]
- ad-text: A SUIT that will: [301, 1673, 371, 1684]
- list-item: Rakes: [18, 1215, 43, 1225]
- presentation-list: [153, 1091, 284, 1197]
- ad-heading: EXCHANGE BUILDINGS.: [175, 420, 262, 454]
- ad-sub: OF: [68, 128, 80, 137]
- ad-heading: WEAK CHESTS: [163, 1266, 274, 1284]
- article-text: Mr C. P. E. Levesay, Architect of Wellington, has moved to more convenient rooms in the National Mutual Chambers, Customhouse Quay, (adjoining the Head Office of the Bank of N.Z.) Address—P.O. Box 771. Telephone 2073.: [977, 1817, 1110, 1912]
- ad-sub: MR H. REYNOLDS,: [430, 302, 545, 314]
- ad-text: Men's Heavy Thigh Gums, snug proof band, 31/6, 32/6.: [153, 671, 284, 692]
- section-subheading: AMERICA'S FUTURE.: [714, 465, 817, 476]
- column-1: [0, 40, 148, 1540]
- article-text: In either of these events Australia must be prepared, for she is a prize that Germany or the Yellow Races (the latter particularly) would spend their life's blood in securing. That the present British Navy would be able to defend the Continent of Australia effectively in the event of war with the Yellow Races, is a belief that shrewd statesmen will hesitate to confirm. To materially increase the fighting power of the British Navy, is beyond the financial abilities of the British taxpayer. To ask the Colonials to pay a proper proportion of the present huge burden placed upon the shoulders of the British taxpayer, savours somewhat of the ludicrous; but to ask him to give that same consideration towards the maintenance of an Australian Navy for the defence of himself and Australia, is quite another question. His sense of patriotism, and even vanity, would be touched by the latter request, and unquestionably he would loyally respond. From all points of view, Australia is to be congratulated upon her initiation of what may prove to be a great epoch in the life of the Colonies.: [563, 840, 693, 1260]
